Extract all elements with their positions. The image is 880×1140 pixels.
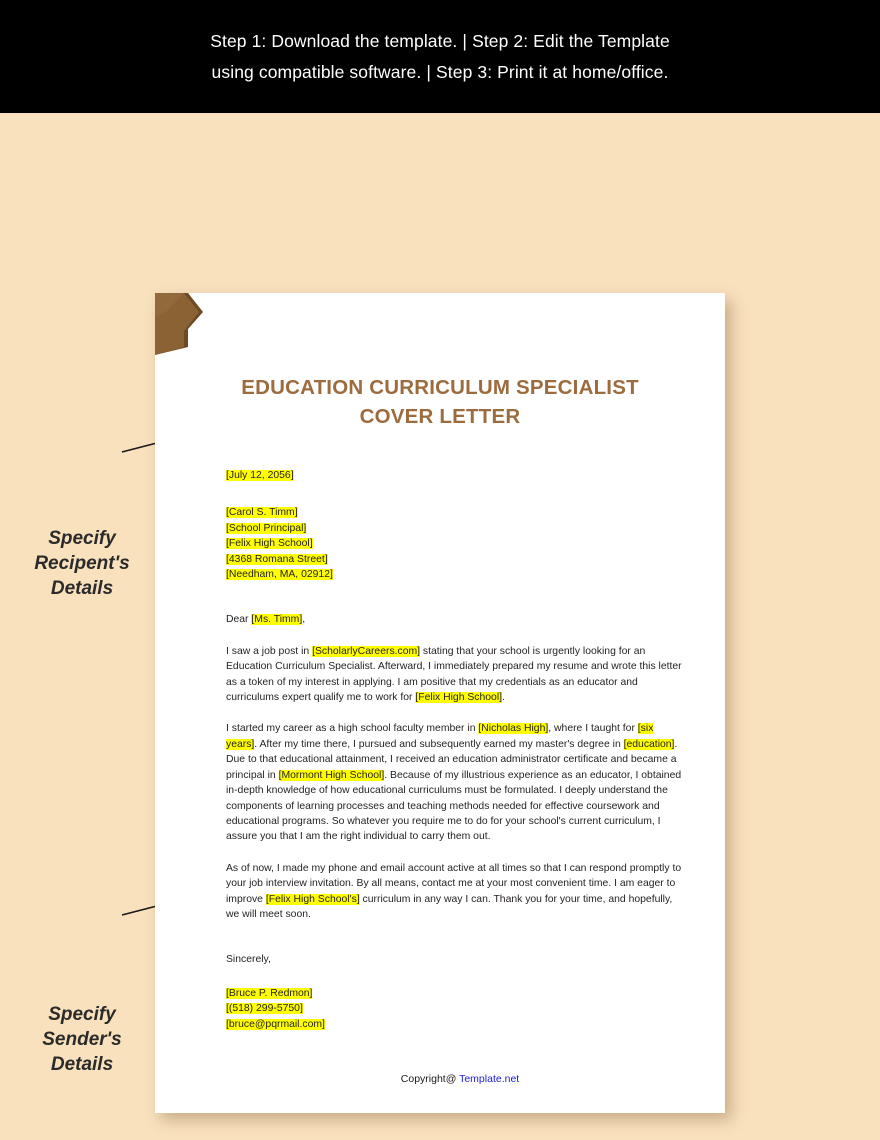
p1-segment-2: stating that your school is urgently looking for an Education Curriculum Specialist. Afterward, I immediately prepared my resume and wrote this letter as a token of my interest in applying. I am positive that my credentials as an educator and curriculums expert qualify me to work for — [226, 645, 682, 704]
document-title-line-1: EDUCATION CURRICULUM SPECIALIST — [241, 376, 639, 399]
salutation-suffix: , — [302, 614, 306, 626]
salutation-name: [Ms. Timm] — [251, 614, 303, 626]
instruction-banner — [0, 0, 880, 113]
sender-details-block — [226, 986, 682, 1032]
body-paragraph-3 — [226, 861, 682, 923]
banner-step-2: Step 2: Edit the Template — [472, 30, 670, 51]
annotation-recipient-details — [2, 526, 162, 601]
p2-highlight-degree: [education] — [623, 738, 675, 750]
document-content — [155, 293, 725, 1113]
annotation-recipient-line-3: Details — [50, 578, 114, 599]
salutation — [226, 612, 682, 627]
letter-date-block — [226, 468, 682, 483]
recipient-organization: [Felix High School] — [226, 538, 313, 550]
letter-date: [July 12, 2056] — [226, 470, 294, 481]
p2-segment-1: I started my career as a high school faculty member in — [226, 723, 479, 735]
annotation-sender-details — [2, 1002, 162, 1077]
banner-line-2 — [212, 57, 669, 88]
sender-email: [bruce@pqrmail.com] — [226, 1018, 325, 1030]
sender-phone: [(518) 299-5750] — [226, 1003, 303, 1015]
body-paragraph-1 — [226, 644, 682, 706]
body-paragraph-2 — [226, 721, 682, 844]
p2-highlight-former-school: [Nicholas High] — [478, 723, 549, 735]
document-title-line-2: COVER LETTER — [359, 405, 521, 428]
recipient-name: [Carol S. Timm] — [226, 507, 298, 519]
document-title — [210, 373, 670, 431]
recipient-city-state-zip: [Needham, MA, 02912] — [226, 569, 333, 581]
p3-segment-1: As of now, I made my phone and email account active at all times so that I can respond promptly to your job interview invitation. By all means, contact me at your most convenient time. I am eager to improve — [226, 862, 682, 905]
p3-segment-2: curriculum in any way I can. Thank you for your time, and hopefully, we will meet soon. — [226, 893, 673, 920]
recipient-title: [School Principal] — [226, 522, 307, 534]
template-net-link[interactable]: Template.net — [459, 1073, 520, 1085]
annotation-recipient-line-1: Specify — [48, 528, 116, 549]
p2-segment-2: , where I taught for — [548, 723, 638, 735]
annotation-sender-line-2: Sender's — [42, 1029, 122, 1050]
banner-separator-2: | — [426, 61, 431, 82]
p2-segment-4: . Due to that educational attainment, I received an education administrator certificate and became a principal in — [226, 738, 678, 781]
closing-salutation: Sincerely, — [226, 954, 271, 966]
p2-highlight-years: [six years] — [226, 723, 654, 750]
banner-step-1: Step 1: Download the template. — [210, 30, 458, 51]
p3-highlight-school: [Felix High School's] — [265, 893, 360, 905]
annotation-sender-line-1: Specify — [48, 1004, 116, 1025]
recipient-street: [4368 Romana Street] — [226, 553, 328, 565]
copyright-footer — [155, 1073, 725, 1085]
banner-separator-1: | — [462, 30, 468, 51]
p1-highlight-school: [Felix High School] — [415, 692, 503, 704]
p2-highlight-principal-school: [Mormont High School] — [278, 769, 385, 781]
sender-name: [Bruce P. Redmon] — [226, 987, 313, 999]
salutation-prefix: Dear — [226, 614, 252, 626]
p1-segment-3: . — [502, 692, 505, 704]
document-page — [155, 293, 725, 1113]
p1-segment-1: I saw a job post in — [226, 645, 313, 657]
preview-page-area — [0, 113, 880, 1140]
p2-segment-5: . Because of my illustrious experience as an educator, I obtained in-depth knowledge of how educational curriculums must be formulated. I deeply understand the components of learning processes and teaching methods needed for effective coursework and educational programs. So whatever you require me to do for your school's current curriculum, I assure you that I am the right individual to carry them out. — [226, 769, 682, 843]
annotation-recipient-line-2: Recipent's — [34, 553, 130, 574]
letter-body — [226, 468, 682, 1032]
banner-step-3: Step 3: Print it at home/office. — [436, 61, 669, 82]
copyright-prefix: Copyright@ — [400, 1073, 460, 1085]
p1-highlight-jobsite: [ScholarlyCareers.com] — [312, 645, 421, 657]
banner-line-1 — [210, 26, 670, 57]
annotation-sender-line-3: Details — [50, 1054, 114, 1075]
banner-step-2-cont: using compatible software. — [211, 61, 422, 82]
recipient-address-block — [226, 505, 682, 582]
p2-segment-3: . After my time there, I pursued and subsequently earned my master's degree in — [254, 738, 624, 750]
